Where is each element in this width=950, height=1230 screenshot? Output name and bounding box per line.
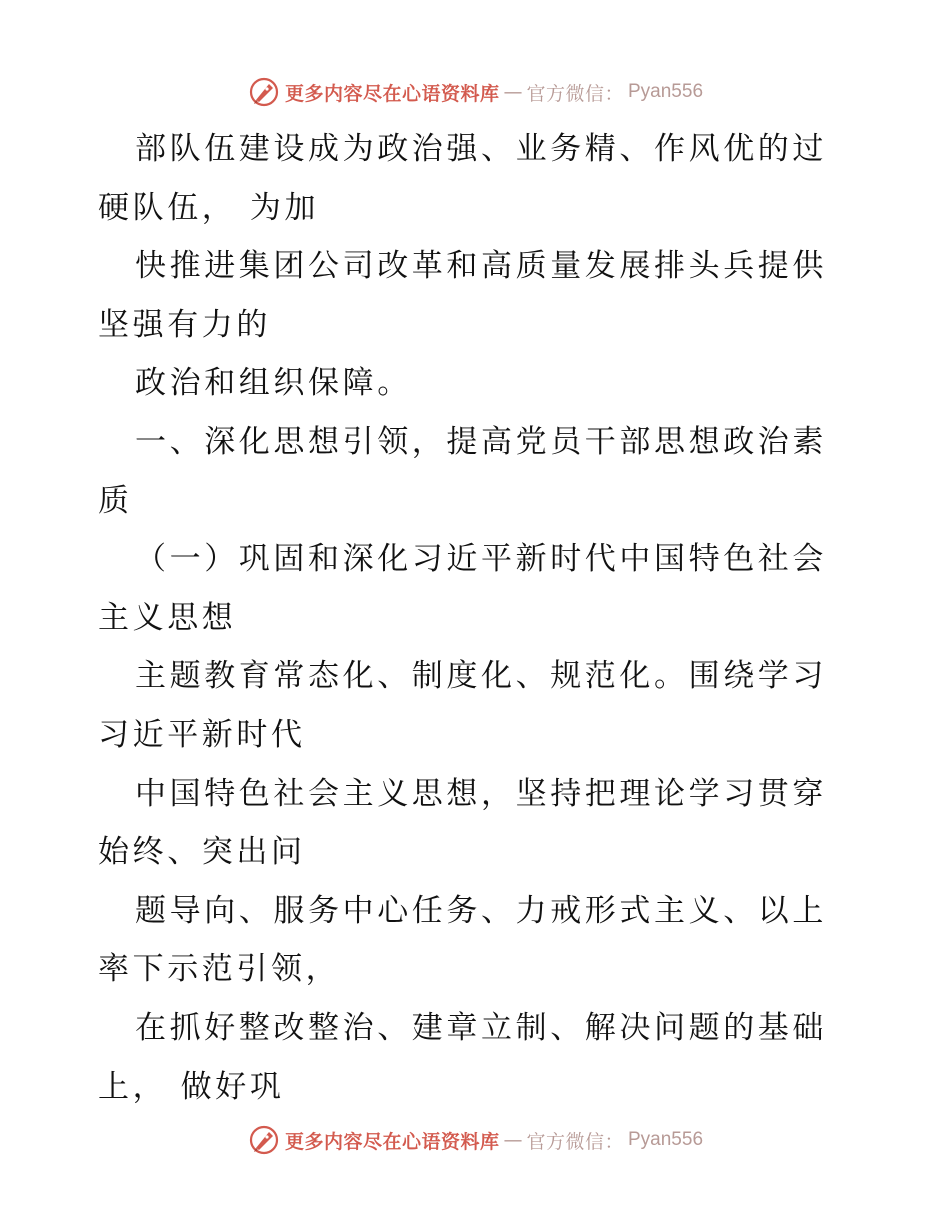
paragraph-7: 在抓好整改整治、建章立制、解决问题的基础上， 做好巩 — [98, 1009, 827, 1105]
document-body — [98, 120, 853, 1116]
pen-nib-logo-icon — [247, 75, 281, 109]
watermark-wechat-id: Pyan556 — [628, 1129, 704, 1150]
paragraph-4: 主题教育常态化、制度化、规范化。围绕学习习近平新时代 — [98, 658, 827, 753]
watermark-wechat-label: 官方微信： — [526, 82, 624, 105]
paragraph-6: 题导向、服务中心任务、力戒形式主义、以上率下示范引领， — [98, 892, 827, 988]
section-heading-1: 一、深化思想引领，提高党员干部思想政治素质 — [98, 423, 827, 519]
watermark-separator: — — [503, 1129, 523, 1151]
paragraph-5: 中国特色社会主义思想，坚持把理论学习贯穿始终、突出问 — [98, 775, 827, 871]
header-watermark — [0, 72, 950, 112]
watermark-separator: — — [503, 81, 523, 103]
subsection-heading-1: （一）巩固和深化习近平新时代中国特色社会主义思想 — [98, 541, 827, 636]
watermark-site-text: 更多内容尽在心语资料库 — [284, 82, 500, 105]
paragraph-1: 部队伍建设成为政治强、业务精、作风优的过硬队伍， 为加 — [98, 131, 827, 226]
watermark-site-text: 更多内容尽在心语资料库 — [284, 1130, 500, 1153]
footer-watermark — [0, 1120, 950, 1160]
watermark-wechat-id: Pyan556 — [628, 81, 704, 102]
paragraph-3: 政治和组织保障。 — [135, 365, 412, 402]
watermark-wechat-label: 官方微信： — [526, 1130, 624, 1153]
paragraph-2: 快推进集团公司改革和高质量发展排头兵提供坚强有力的 — [98, 248, 827, 343]
pen-nib-logo-icon — [247, 1123, 281, 1157]
